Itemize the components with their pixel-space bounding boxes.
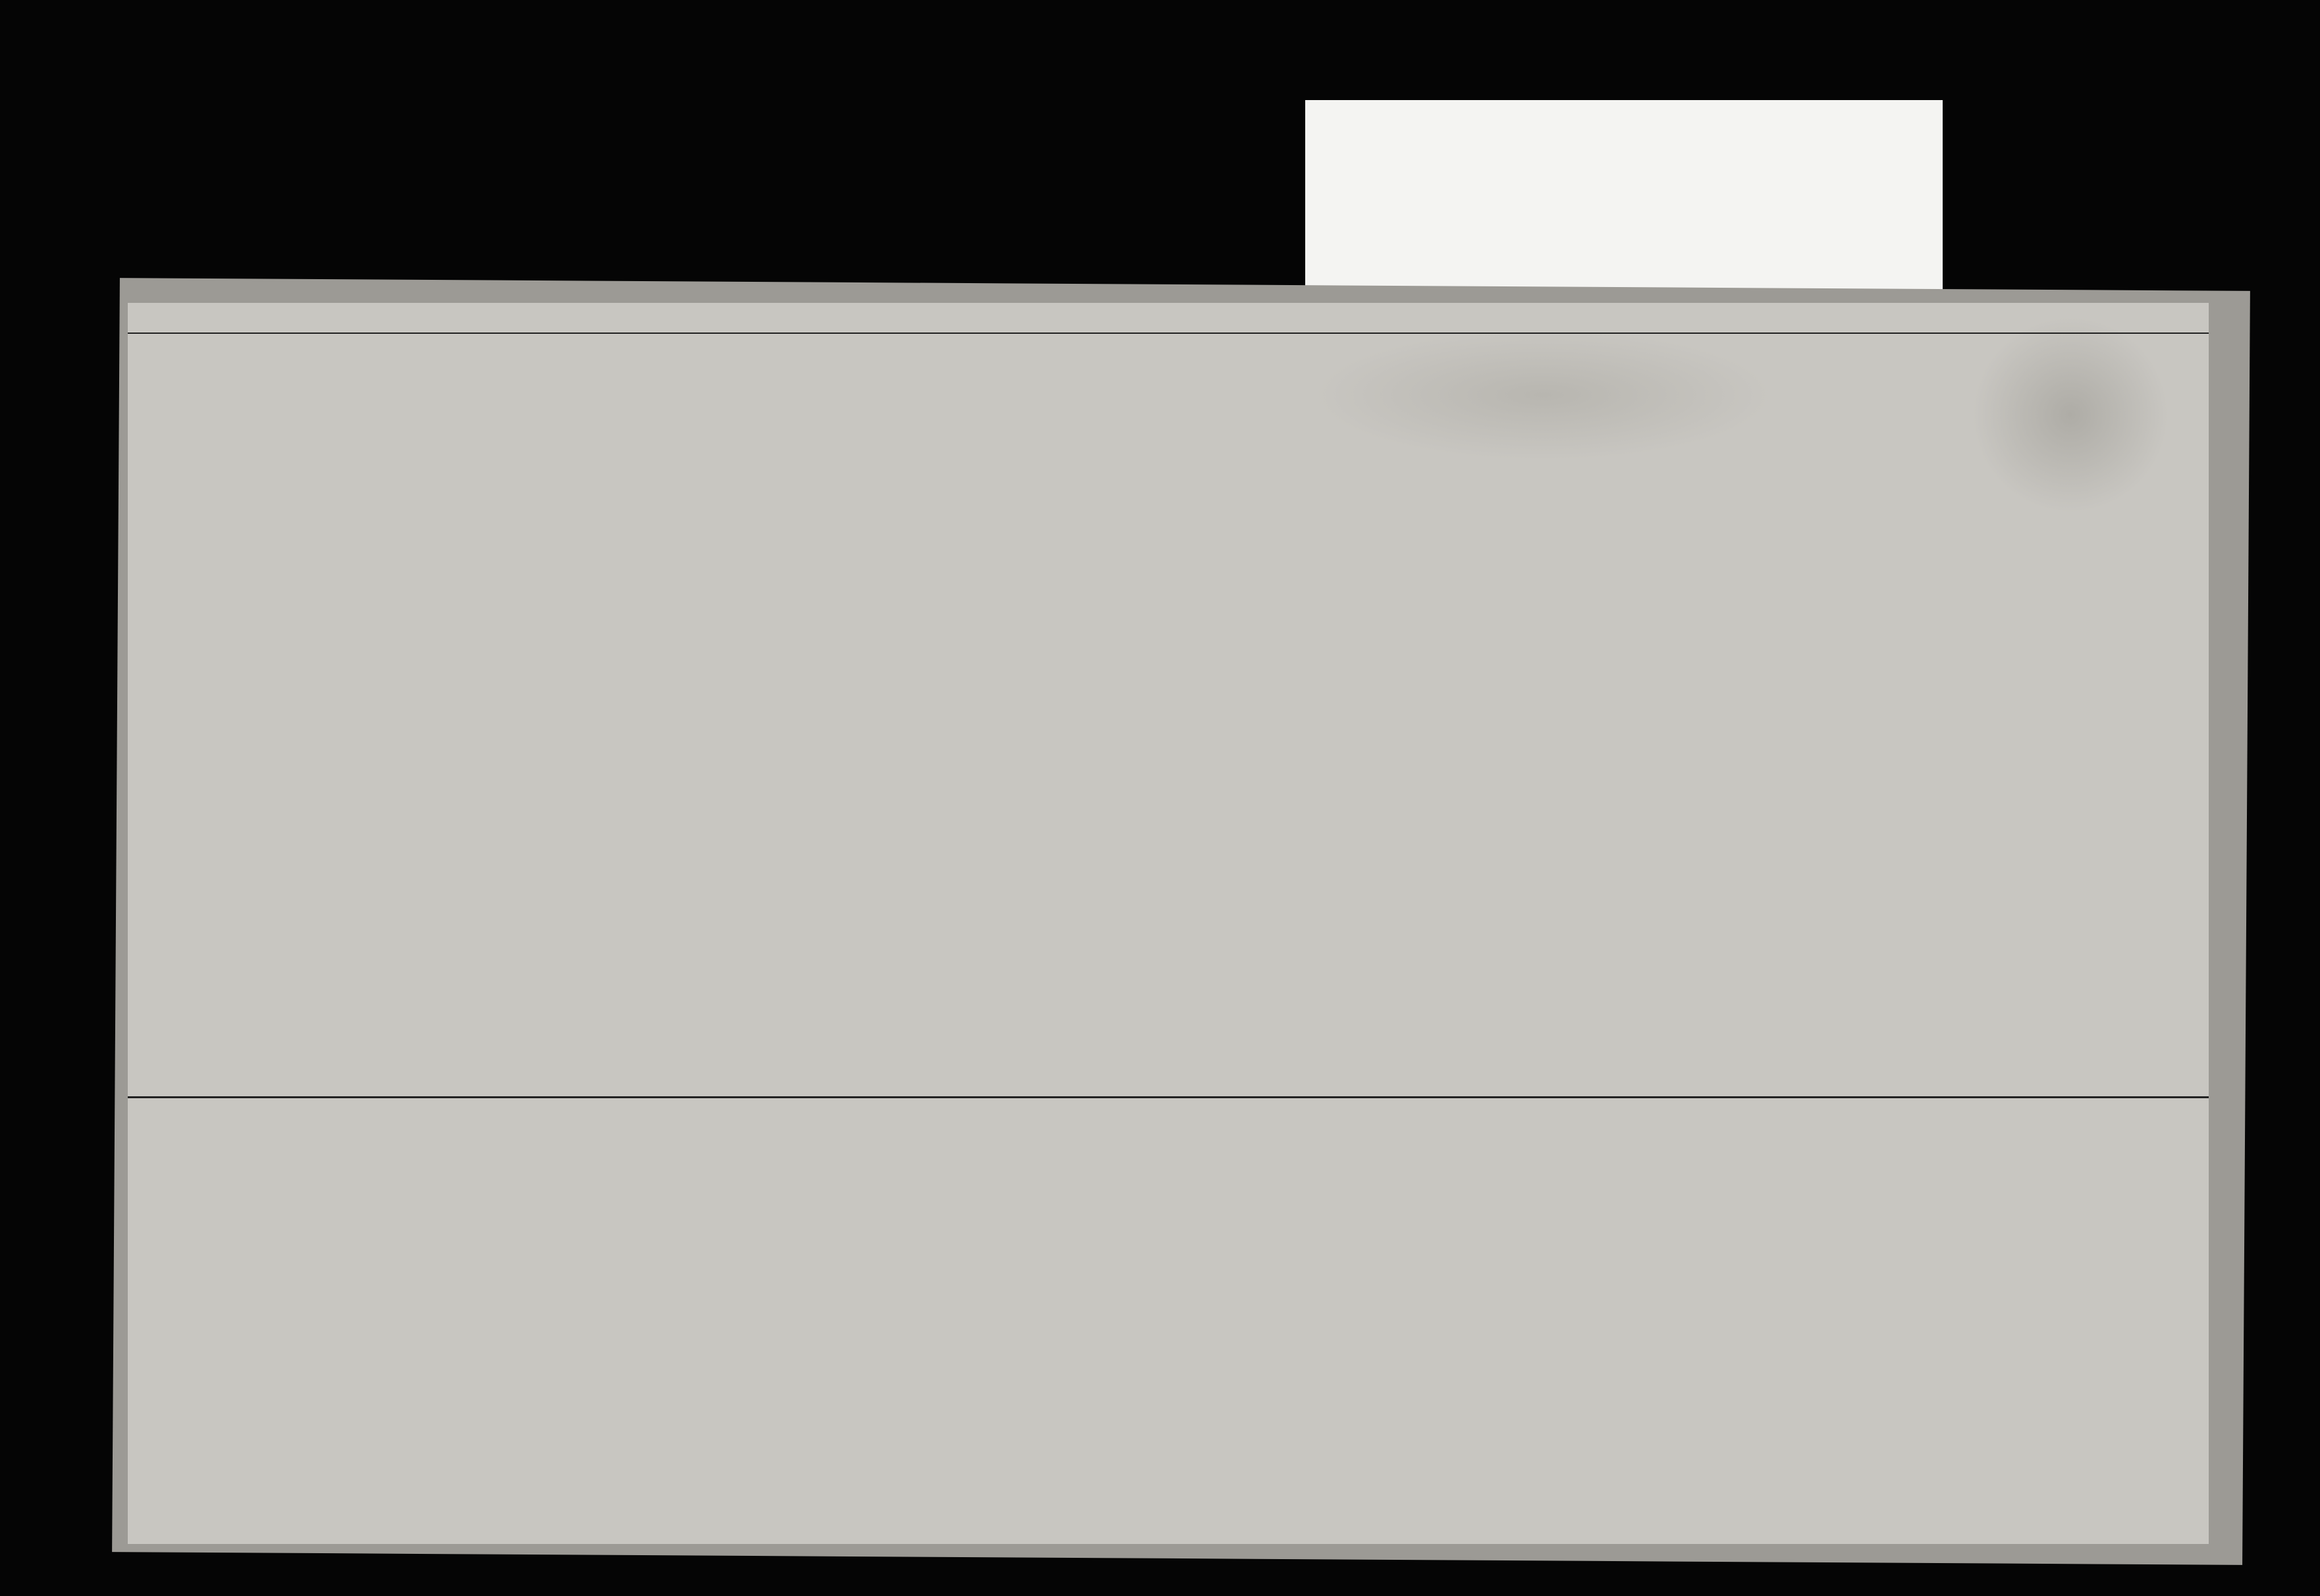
lease-table	[128, 1096, 2209, 1544]
crop-table	[128, 332, 2209, 645]
census-form-sheet	[128, 303, 2209, 1544]
middle-section	[128, 645, 2209, 1096]
soiled-document-stamp	[1305, 100, 1943, 298]
